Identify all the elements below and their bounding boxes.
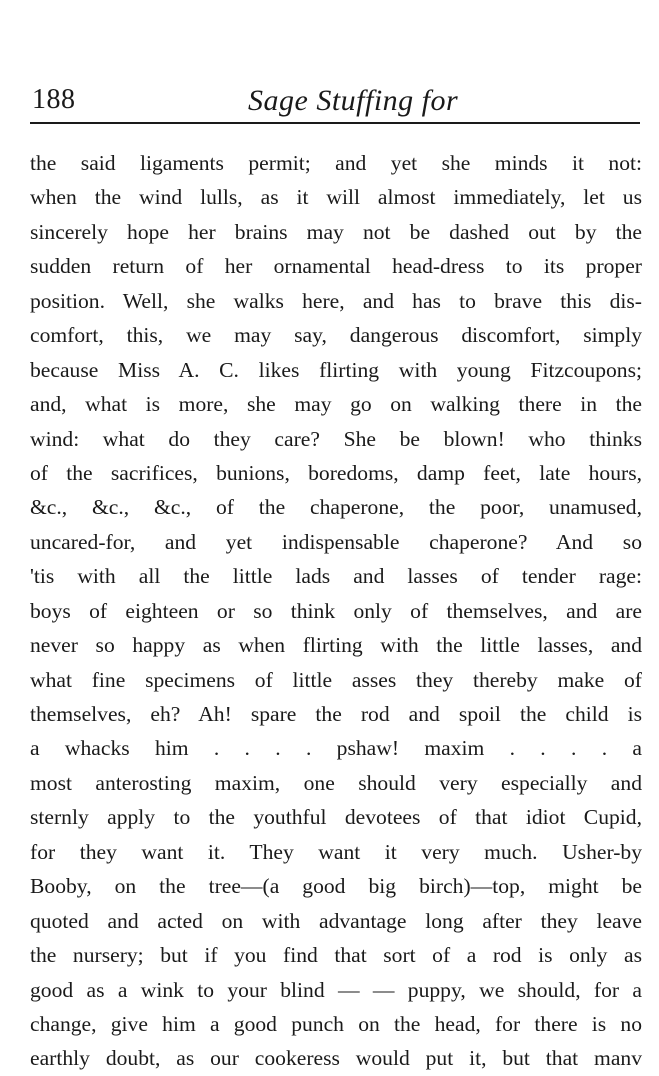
text-line: Booby, on the tree—(a good big birch)—top, might be	[30, 874, 642, 899]
text-line: sincerely hope her brains may not be dashed out by the	[30, 219, 642, 244]
text-line: sudden return of her ornamental head-dress to its proper	[30, 254, 642, 279]
text-line: of the sacrifices, bunions, boredoms, damp feet, late hours,	[30, 460, 642, 485]
text-line: comfort, this, we may say, dangerous discomfort, simply	[30, 323, 642, 348]
text-line: change, give him a good punch on the head, for there is no	[30, 1011, 642, 1036]
text-line: sternly apply to the youthful devotees of that idiot Cupid,	[30, 805, 642, 830]
text-line: 'tis with all the little lads and lasses of tender rage:	[30, 564, 642, 589]
text-line: the nursery; but if you find that sort of a rod is only as	[30, 943, 642, 968]
text-line: quoted and acted on with advantage long after they leave	[30, 908, 642, 933]
text-line: good as a wink to your blind — — puppy, we should, for a	[30, 977, 642, 1002]
running-title: Sage Stuffing for	[248, 84, 459, 117]
text-line: a whacks him . . . . pshaw! maxim . . . . a	[30, 736, 642, 761]
text-line: earthly doubt, as our cookeress would put it, but that manv	[30, 1046, 642, 1071]
text-line: uncared-for, and yet indispensable chaperone? And so	[30, 529, 642, 554]
text-line: &c., &c., &c., of the chaperone, the poor, unamused,	[30, 495, 642, 520]
text-line: and, what is more, she may go on walking there in the	[30, 392, 642, 417]
header-rule	[30, 122, 640, 124]
text-line: themselves, eh? Ah! spare the rod and spoil the child is	[30, 702, 642, 726]
text-line: when the wind lulls, as it will almost immediately, let us	[30, 185, 642, 210]
body-text	[30, 146, 642, 1076]
text-line: because Miss A. C. likes flirting with young Fitzcoupons;	[30, 357, 642, 382]
page-number: 188	[32, 84, 76, 115]
text-line: for they want it. They want it very much. Usher-by	[30, 839, 642, 864]
text-line: boys of eighteen or so think only of themselves, and are	[30, 598, 642, 623]
page-header	[30, 84, 638, 124]
text-line: most anterosting maxim, one should very especially and	[30, 770, 642, 795]
text-line: what fine specimens of little asses they thereby make of	[30, 667, 642, 692]
text-line: never so happy as when flirting with the little lasses, and	[30, 633, 642, 658]
text-line: position. Well, she walks here, and has to brave this dis-	[30, 288, 642, 313]
text-line: the said ligaments permit; and yet she minds it not:	[30, 151, 642, 175]
text-line: wind: what do they care? She be blown! who thinks	[30, 426, 642, 451]
